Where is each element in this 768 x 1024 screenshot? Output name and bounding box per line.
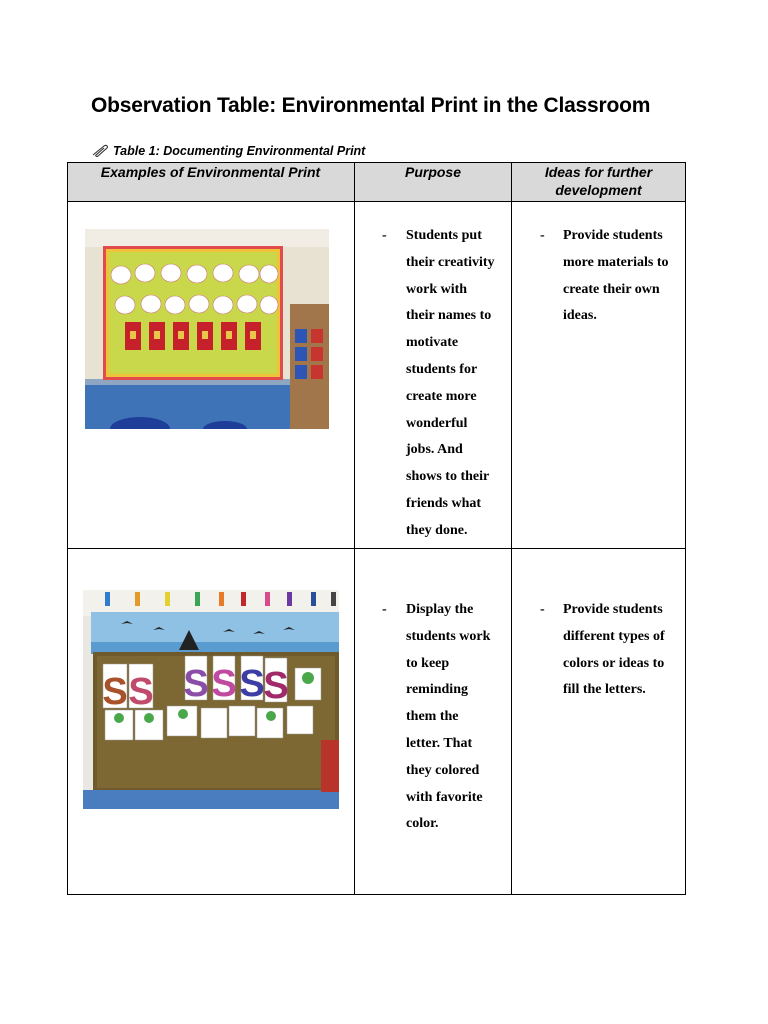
- header-examples: Examples of Environmental Print: [100, 164, 321, 180]
- svg-text:S: S: [239, 663, 265, 705]
- observation-table: [67, 162, 686, 895]
- page-title: Observation Table: Environmental Print in the Classroom: [91, 94, 651, 117]
- purpose-text: Students put their creativity work with their names to motivate students for create more wonderful jobs. And shows to their friends what they done.: [406, 228, 495, 538]
- ideas-bullet: -: [540, 602, 545, 617]
- purpose-bullet: -: [382, 228, 387, 243]
- purpose-text: Display the students work to keep reminding them the letter. That they colored with favorite color.: [406, 602, 491, 832]
- table-caption: [90, 144, 365, 158]
- ideas-bullet: -: [540, 228, 545, 243]
- header-purpose: Purpose: [404, 164, 461, 180]
- classroom-wall-letters-photo: [83, 590, 339, 809]
- ideas-text: Provide students more materials to create their own ideas.: [563, 228, 669, 324]
- ideas-text: Provide students different types of colors or ideas to fill the letters.: [563, 602, 665, 698]
- classroom-wall-masks-photo: [85, 229, 329, 429]
- header-ideas: Ideas for further development: [544, 164, 653, 198]
- paperclip-icon: [90, 144, 110, 158]
- svg-text:S: S: [102, 671, 128, 713]
- svg-text:S: S: [128, 671, 154, 713]
- svg-text:S: S: [263, 665, 289, 707]
- purpose-bullet: -: [382, 602, 387, 617]
- caption-text: Table 1: Documenting Environmental Print: [113, 144, 366, 158]
- svg-text:S: S: [211, 663, 237, 705]
- svg-text:S: S: [183, 663, 209, 705]
